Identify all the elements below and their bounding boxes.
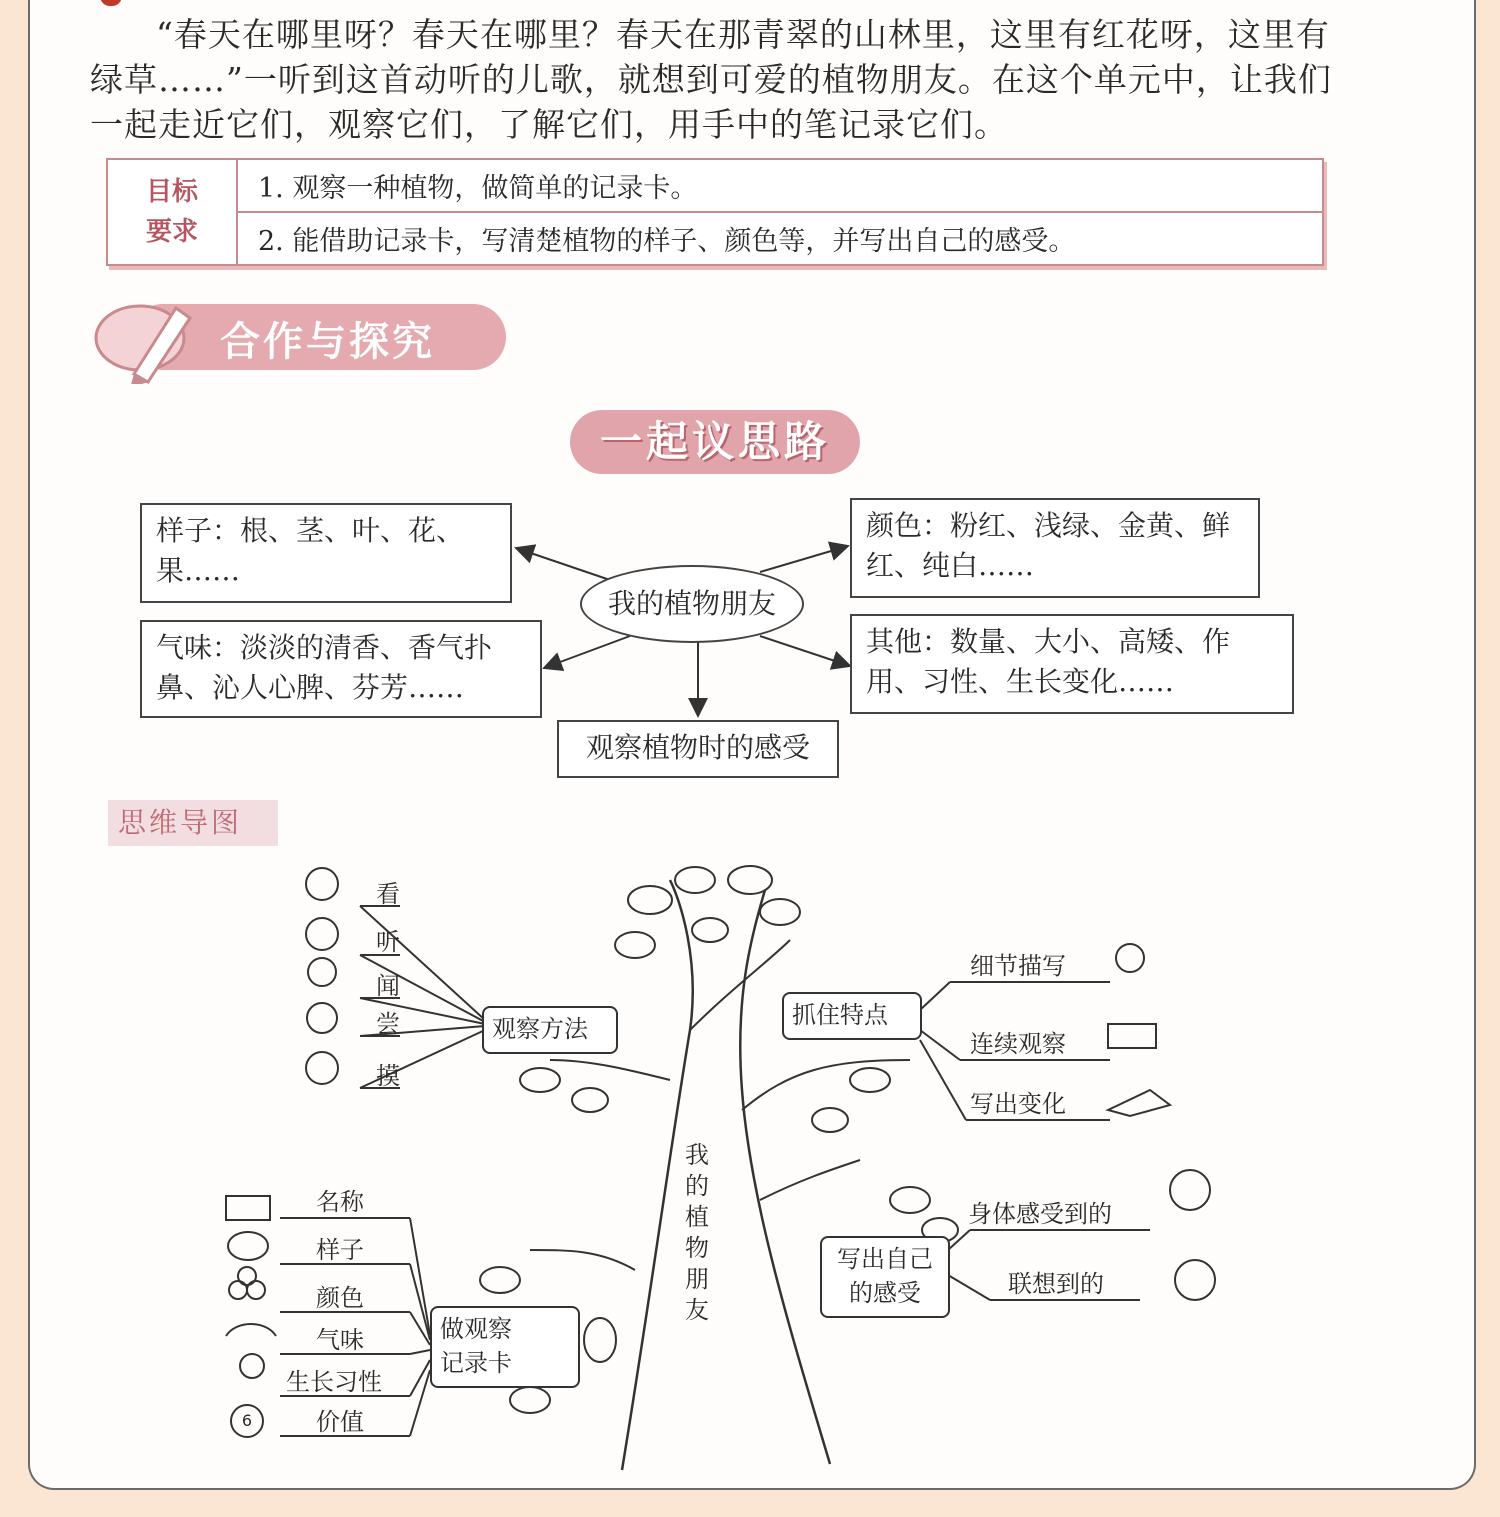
feelings-node [820, 1236, 950, 1318]
methods-node: 观察方法 [482, 1006, 618, 1054]
method-taste: 尝 [376, 1010, 400, 1038]
feature-continuous: 连续观察 [970, 1030, 1066, 1058]
smell-box: 气味：淡淡的清香、香气扑鼻、沁人心脾、芬芳…… [140, 620, 542, 718]
page-number: 6 [230, 1404, 264, 1438]
card-node [430, 1306, 580, 1388]
feelings-node-line2: 的感受 [849, 1279, 921, 1307]
feature-change: 写出变化 [970, 1090, 1066, 1118]
card-shape: 样子 [316, 1236, 364, 1264]
brainstorm-title: 一起议思路 [570, 410, 860, 474]
center-ellipse: 我的植物朋友 [580, 565, 804, 643]
page-sheet [28, 0, 1476, 1490]
method-see: 看 [376, 880, 400, 908]
goal-item-1: 1. 观察一种植物，做简单的记录卡。 [258, 173, 698, 204]
shape-box: 样子：根、茎、叶、花、果…… [140, 503, 512, 603]
features-node: 抓住特点 [782, 992, 922, 1040]
other-box: 其他：数量、大小、高矮、作用、习性、生长变化…… [850, 614, 1294, 714]
color-box: 颜色：粉红、浅绿、金黄、鲜红、纯白…… [850, 498, 1260, 598]
section-title: 合作与探究 [220, 319, 435, 365]
feelings-node-line1: 写出自己 [837, 1245, 933, 1273]
feeling-box: 观察植物时的感受 [557, 720, 839, 778]
card-node-line1: 做观察 [440, 1315, 512, 1343]
method-touch: 摸 [376, 1062, 400, 1090]
intro-paragraph: “春天在哪里呀？春天在哪里？春天在那青翠的山林里，这里有红花呀，这里有绿草……”一听到这首动听的儿歌，就想到可爱的植物朋友。在这个单元中，让我们一起走近它们，观察它们，了解它们，用手中的笔记录它们。 [90, 15, 1332, 144]
feeling-association: 联想到的 [1008, 1270, 1104, 1298]
feeling-body: 身体感受到的 [968, 1200, 1112, 1228]
feature-detail: 细节描写 [970, 952, 1066, 980]
card-node-line2: 记录卡 [440, 1349, 512, 1377]
method-hear: 听 [376, 928, 400, 956]
card-habit: 生长习性 [286, 1368, 382, 1396]
mindmap-label: 思维导图 [108, 800, 278, 846]
goal-item-2: 2. 能借助记录卡，写清楚植物的样子、颜色等，并写出自己的感受。 [238, 211, 1322, 264]
card-value: 价值 [316, 1408, 364, 1436]
trunk-label: 我的植物朋友 [685, 1141, 709, 1324]
method-smell: 闻 [376, 972, 400, 1000]
card-name: 名称 [316, 1188, 364, 1216]
card-color: 颜色 [316, 1284, 364, 1312]
goals-label-line2: 要求 [145, 217, 198, 247]
card-smell: 气味 [316, 1326, 364, 1354]
goals-label-line1: 目标 [145, 177, 198, 207]
